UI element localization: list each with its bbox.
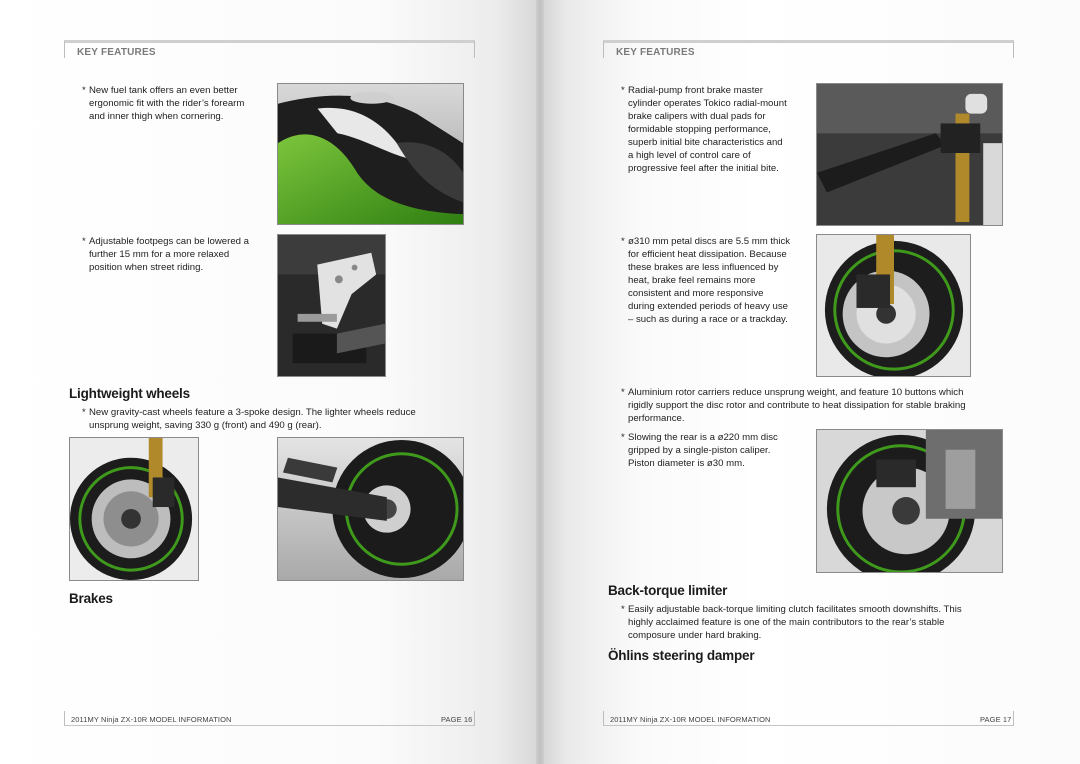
book-gutter [536, 0, 544, 764]
footer-doc-title: 2011MY Ninja ZX-10R MODEL INFORMATION [610, 715, 771, 724]
fuel-tank-photo [277, 83, 464, 225]
rear-wheel-photo [277, 437, 464, 581]
footer-doc-title: 2011MY Ninja ZX-10R MODEL INFORMATION [71, 715, 232, 724]
section-header: KEY FEATURES [616, 47, 695, 58]
bullet-text: Radial-pump front brake master cylinder operates Tokico radial-mount brake calipers with dual pads for formidable stopping performance, superb initial bite characteristics and a high level of control care of progressive feel after the initial bite. [628, 85, 787, 174]
front-brake-disc-photo [816, 234, 971, 377]
heading-back-torque-limiter: Back-torque limiter [608, 583, 728, 598]
bullet-fuel-tank [82, 84, 269, 123]
bullet-rear-disc [621, 431, 813, 470]
heading-lightweight-wheels: Lightweight wheels [69, 386, 190, 401]
rear-brake-photo [816, 429, 1003, 573]
bullet-clutch [621, 603, 1008, 642]
page-17 [540, 0, 1080, 764]
bullet-text: New fuel tank offers an even better ergonomic fit with the rider’s forearm and inner thigh when cornering. [89, 85, 245, 122]
bullet-text: New gravity-cast wheels feature a 3-spoke design. The lighter wheels reduce unsprung weight, saving 330 g (front) and 490 g (rear). [89, 407, 416, 431]
front-wheel-photo [69, 437, 199, 581]
bullet-text: ø310 mm petal discs are 5.5 mm thick for efficient heat dissipation. Because these brakes are less influenced by heat, brake feel remains more consistent and more responsive during extended periods of heavy use – such as during a race or a trackday. [628, 236, 791, 325]
bullet-text: Slowing the rear is a ø220 mm disc gripped by a single-piston caliper. Piston diameter is ø30 mm. [628, 432, 778, 469]
handlebar-photo [816, 83, 1003, 226]
bullet-text: Easily adjustable back-torque limiting clutch facilitates smooth downshifts. This highly acclaimed feature is one of the main contributors to the rear’s stable composure under hard braking. [628, 604, 962, 641]
bullet-star: * [621, 432, 625, 443]
heading-ohlins-steering-damper: Öhlins steering damper [608, 648, 755, 663]
footpeg-photo [277, 234, 386, 377]
bullet-star: * [621, 387, 625, 398]
bullet-petal-discs [621, 235, 813, 326]
bullet-star: * [621, 604, 625, 615]
bullet-footpegs [82, 235, 269, 274]
bullet-star: * [82, 85, 86, 96]
bullet-wheels [82, 406, 469, 432]
bullet-master-cylinder [621, 84, 813, 175]
bullet-star: * [621, 236, 625, 247]
heading-brakes: Brakes [69, 591, 113, 606]
footer-page-number: PAGE 16 [441, 715, 473, 724]
bullet-star: * [621, 85, 625, 96]
bullet-text: Aluminium rotor carriers reduce unsprung weight, and feature 10 buttons which rigidly support the disc rotor and contribute to heat dissipation for stable braking performance. [628, 387, 966, 424]
bullet-text: Adjustable footpegs can be lowered a further 15 mm for a more relaxed position when street riding. [89, 236, 250, 273]
bullet-star: * [82, 236, 86, 247]
footer-page-number: PAGE 17 [980, 715, 1012, 724]
bullet-star: * [82, 407, 86, 418]
bullet-rotor-carriers [621, 386, 1008, 425]
section-header: KEY FEATURES [77, 47, 156, 58]
